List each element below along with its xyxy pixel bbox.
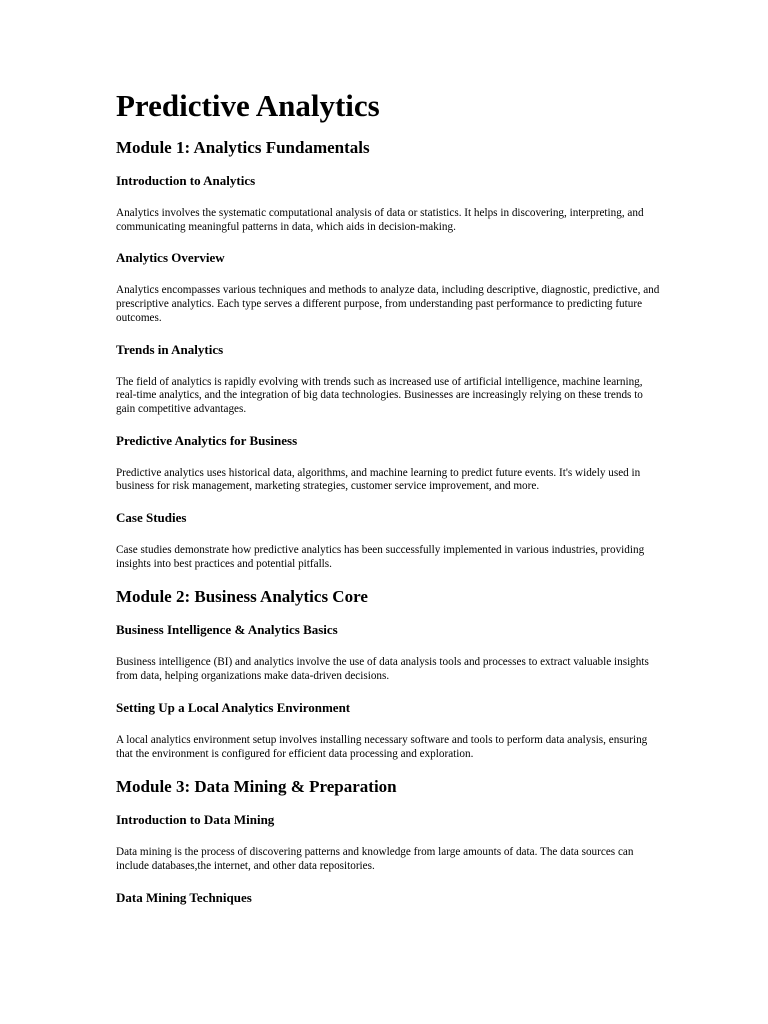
section	[116, 889, 661, 907]
section-heading: Introduction to Analytics	[116, 173, 256, 188]
section-heading: Business Intelligence & Analytics Basics	[116, 622, 338, 638]
document-page	[116, 86, 661, 924]
section-heading: Introduction to Data Mining	[116, 812, 275, 828]
section-text: Data mining is the process of discovering patterns and knowledge from large amounts of data. The data sources can include databases,the internet, and other data repositories.	[116, 846, 634, 872]
section-heading: Case Studies	[116, 510, 187, 526]
section-text: Case studies demonstrate how predictive analytics has been successfully implemented in various industries, providing insights into best practices and potential pitfalls.	[116, 544, 645, 570]
section-heading: Analytics Overview	[116, 250, 225, 266]
section-heading: Data Mining Techniques	[116, 889, 252, 905]
section-text: Analytics encompasses various techniques and methods to analyze data, including descriptive, diagnostic, predictive, and prescriptive analytics. Each type serves a different purpose, from understanding past performance to predicting future outcomes.	[116, 284, 660, 324]
section-text: The field of analytics is rapidly evolving with trends such as increased use of artificial intelligence, machine learning, real-time analytics, and the integration of big data technologies. Businesses are increasingly relying on these trends to gain competitive advantages.	[116, 375, 643, 415]
section-text: A local analytics environment setup involves installing necessary software and tools to perform data analysis, ensuring that the environment is configured for efficient data processing and exploration.	[116, 733, 648, 760]
section	[116, 811, 661, 873]
section-heading: Setting Up a Local Analytics Environment	[116, 699, 351, 715]
section-text: Business intelligence (BI) and analytics involve the use of data analysis tools and processes to extract valuable insights from data, helping organizations make data-driven decisions.	[116, 656, 649, 683]
module-heading: Module 3: Data Mining & Preparation	[116, 777, 397, 797]
page-title: Predictive Analytics	[116, 88, 380, 123]
module-heading: Module 1: Analytics Fundamentals	[116, 138, 370, 157]
module-1	[116, 137, 661, 571]
section-heading: Predictive Analytics for Business	[116, 432, 298, 448]
section	[116, 621, 661, 683]
section-text: Analytics involves the systematic computational analysis of data or statistics. It helps in discovering, interpreting, and communicating meaningful patterns in data, which aids in decision-making.	[116, 207, 644, 233]
section-heading: Trends in Analytics	[116, 341, 224, 357]
module-2	[116, 586, 661, 761]
module-3	[116, 776, 661, 906]
section	[116, 699, 661, 761]
section	[116, 341, 661, 417]
section	[116, 249, 661, 325]
section-text: Predictive analytics uses historical data, algorithms, and machine learning to predict future events. It's widely used in business for risk management, marketing strategies, customer service improvement, and more.	[116, 466, 641, 493]
section	[116, 432, 661, 494]
section	[116, 509, 661, 571]
section	[116, 172, 661, 234]
module-heading: Module 2: Business Analytics Core	[116, 587, 368, 607]
